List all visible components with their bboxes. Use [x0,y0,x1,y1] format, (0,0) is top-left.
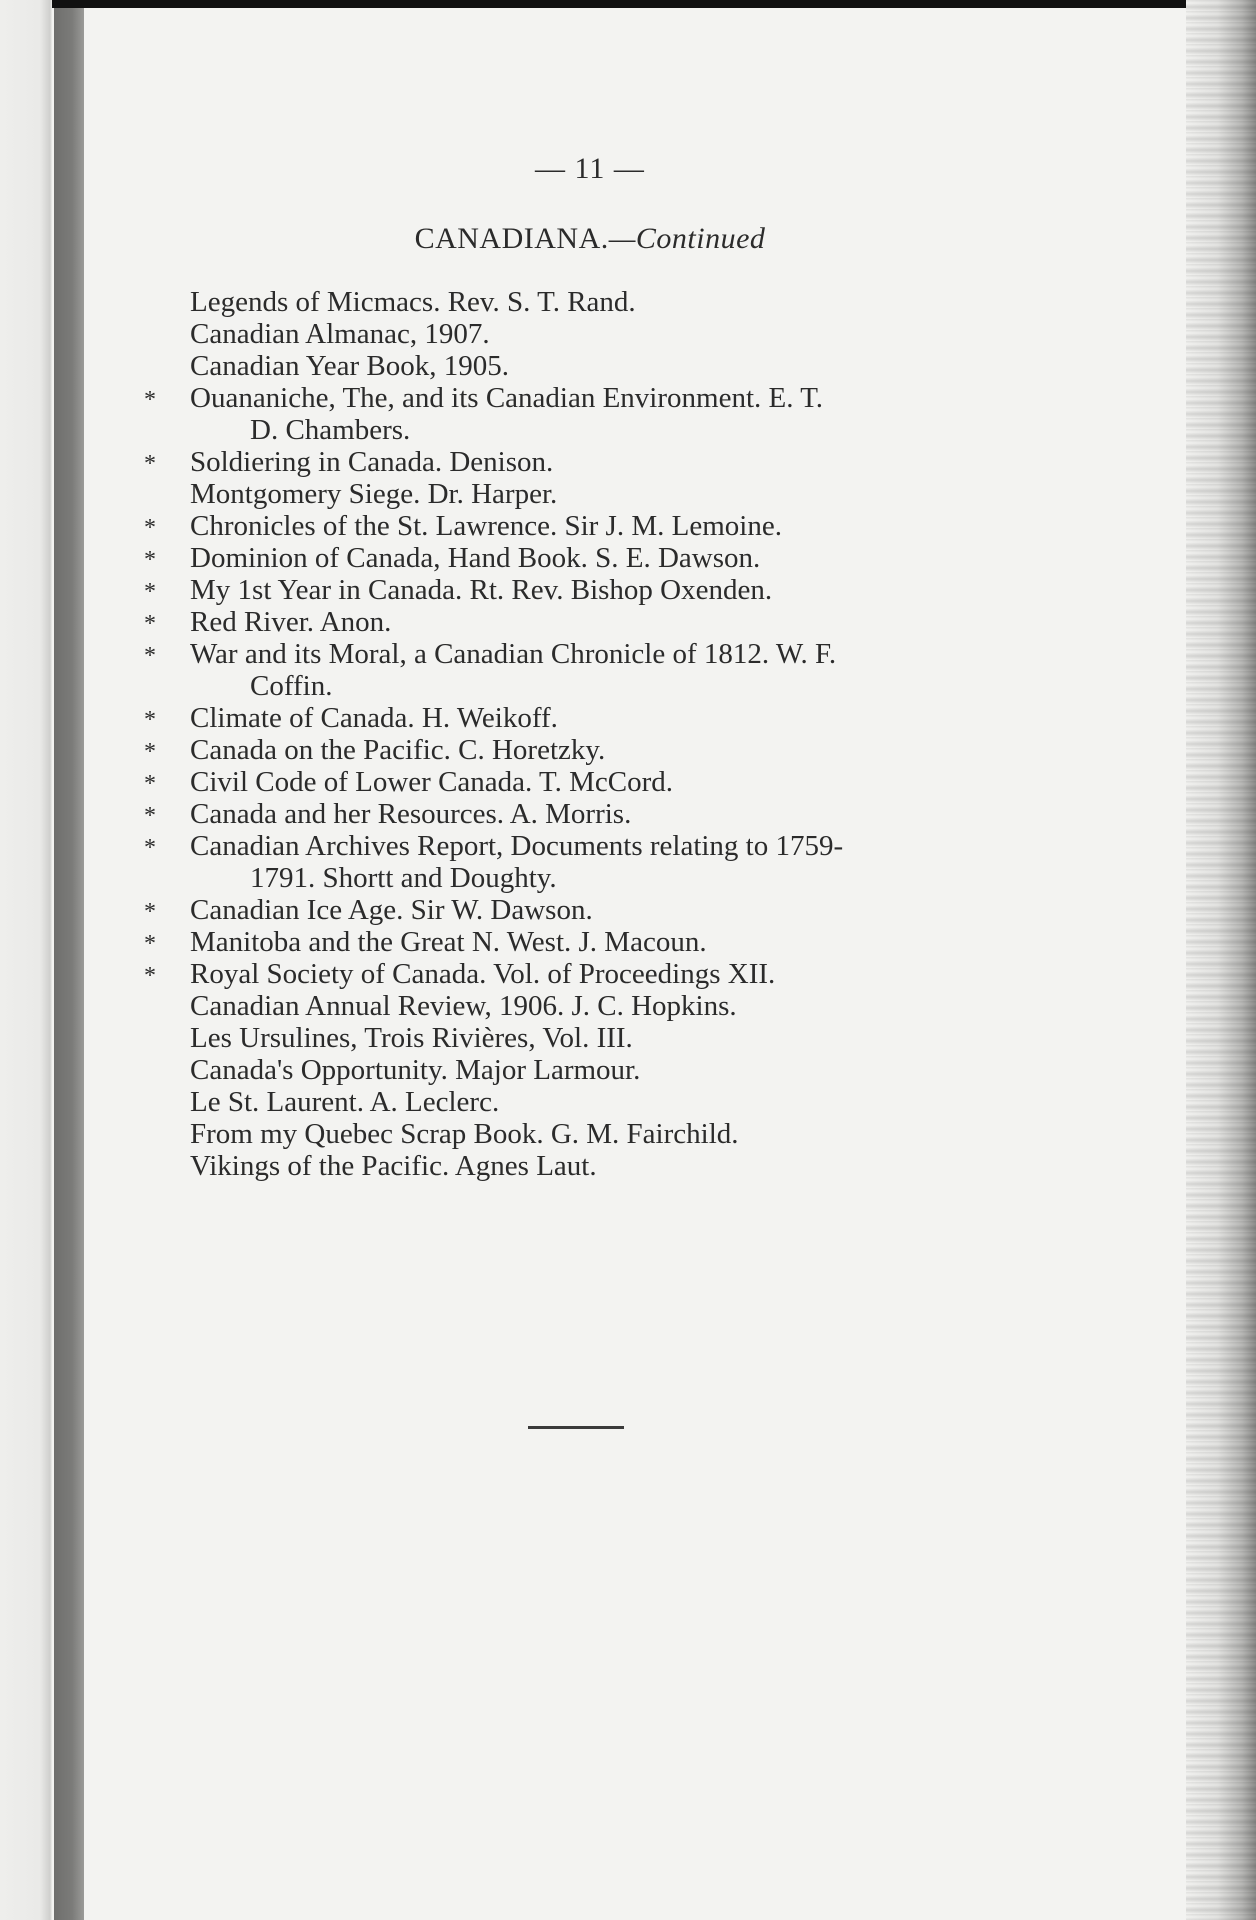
list-item [130,798,1060,830]
entry-text: Red River. Anon. [190,606,392,638]
list-item [130,1022,1060,1054]
entry-text: Canadian Ice Age. Sir W. Dawson. [190,894,593,926]
entry-text: Canadian Annual Review, 1906. J. C. Hopkins. [190,990,737,1022]
entry-text: Climate of Canada. H. Weikoff. [190,702,558,734]
list-item [130,638,1060,702]
bibliography-list [130,286,1060,1182]
list-item [130,1086,1060,1118]
entry-text: Soldiering in Canada. Denison. [190,446,554,478]
asterisk-marker: * [144,835,156,861]
list-item [130,990,1060,1022]
asterisk-marker: * [144,899,156,925]
asterisk-marker: * [144,387,156,413]
asterisk-marker: * [144,739,156,765]
list-item [130,446,1060,478]
list-item [130,606,1060,638]
list-item [130,350,1060,382]
list-item [130,894,1060,926]
scan-top-border [0,0,1256,8]
list-item [130,574,1060,606]
entry-text: Montgomery Siege. Dr. Harper. [190,478,558,510]
asterisk-marker: * [144,643,156,669]
list-item [130,1054,1060,1086]
entry-text: Le St. Laurent. A. Leclerc. [190,1086,500,1118]
entry-continuation: 1791. Shortt and Doughty. [250,862,557,894]
entry-text: Civil Code of Lower Canada. T. McCord. [190,766,673,798]
entry-text: Legends of Micmacs. Rev. S. T. Rand. [190,286,636,318]
entry-text: Canadian Almanac, 1907. [190,318,490,350]
entry-text: War and its Moral, a Canadian Chronicle of 1812. W. F. [190,638,837,670]
section-heading-continued: —Continued [608,222,766,255]
page-number: — 11 — [535,152,645,185]
entry-continuation: Coffin. [250,670,333,702]
entry-text: Dominion of Canada, Hand Book. S. E. Dawson. [190,542,761,574]
list-item [130,766,1060,798]
list-item [130,1150,1060,1182]
asterisk-marker: * [144,931,156,957]
entry-text: Manitoba and the Great N. West. J. Macoun. [190,926,707,958]
asterisk-marker: * [144,451,156,477]
section-heading [0,222,1180,256]
entry-text: Canadian Year Book, 1905. [190,350,509,382]
list-item [130,478,1060,510]
entry-text: Les Ursulines, Trois Rivières, Vol. III. [190,1022,633,1054]
asterisk-marker: * [144,707,156,733]
list-item [130,318,1060,350]
entry-text: From my Quebec Scrap Book. G. M. Fairchild. [190,1118,739,1150]
book-spine-shadow [54,8,84,1920]
entry-text: Canada's Opportunity. Major Larmour. [190,1054,641,1086]
page-edge-shadow [1186,0,1256,1920]
list-item [130,286,1060,318]
entry-text: Canada and her Resources. A. Morris. [190,798,632,830]
asterisk-marker: * [144,963,156,989]
list-item [130,702,1060,734]
entry-text: Canada on the Pacific. C. Horetzky. [190,734,606,766]
list-item [130,734,1060,766]
entry-text: Ouananiche, The, and its Canadian Environment. E. T. [190,382,824,414]
entry-text: Chronicles of the St. Lawrence. Sir J. M. Lemoine. [190,510,782,542]
asterisk-marker: * [144,803,156,829]
section-heading-title: CANADIANA. [414,222,609,255]
list-item [130,510,1060,542]
entry-text: My 1st Year in Canada. Rt. Rev. Bishop Oxenden. [190,574,773,606]
list-item [130,958,1060,990]
asterisk-marker: * [144,515,156,541]
asterisk-marker: * [144,579,156,605]
list-item [130,926,1060,958]
entry-text: Vikings of the Pacific. Agnes Laut. [190,1150,597,1182]
closing-rule [528,1426,624,1429]
scan-left-margin [0,0,52,1920]
list-item [130,382,1060,446]
asterisk-marker: * [144,611,156,637]
entry-text: Royal Society of Canada. Vol. of Proceedings XII. [190,958,776,990]
list-item [130,542,1060,574]
list-item [130,830,1060,894]
entry-continuation: D. Chambers. [250,414,411,446]
asterisk-marker: * [144,547,156,573]
entry-text: Canadian Archives Report, Documents relating to 1759- [190,830,844,862]
list-item [130,1118,1060,1150]
asterisk-marker: * [144,771,156,797]
